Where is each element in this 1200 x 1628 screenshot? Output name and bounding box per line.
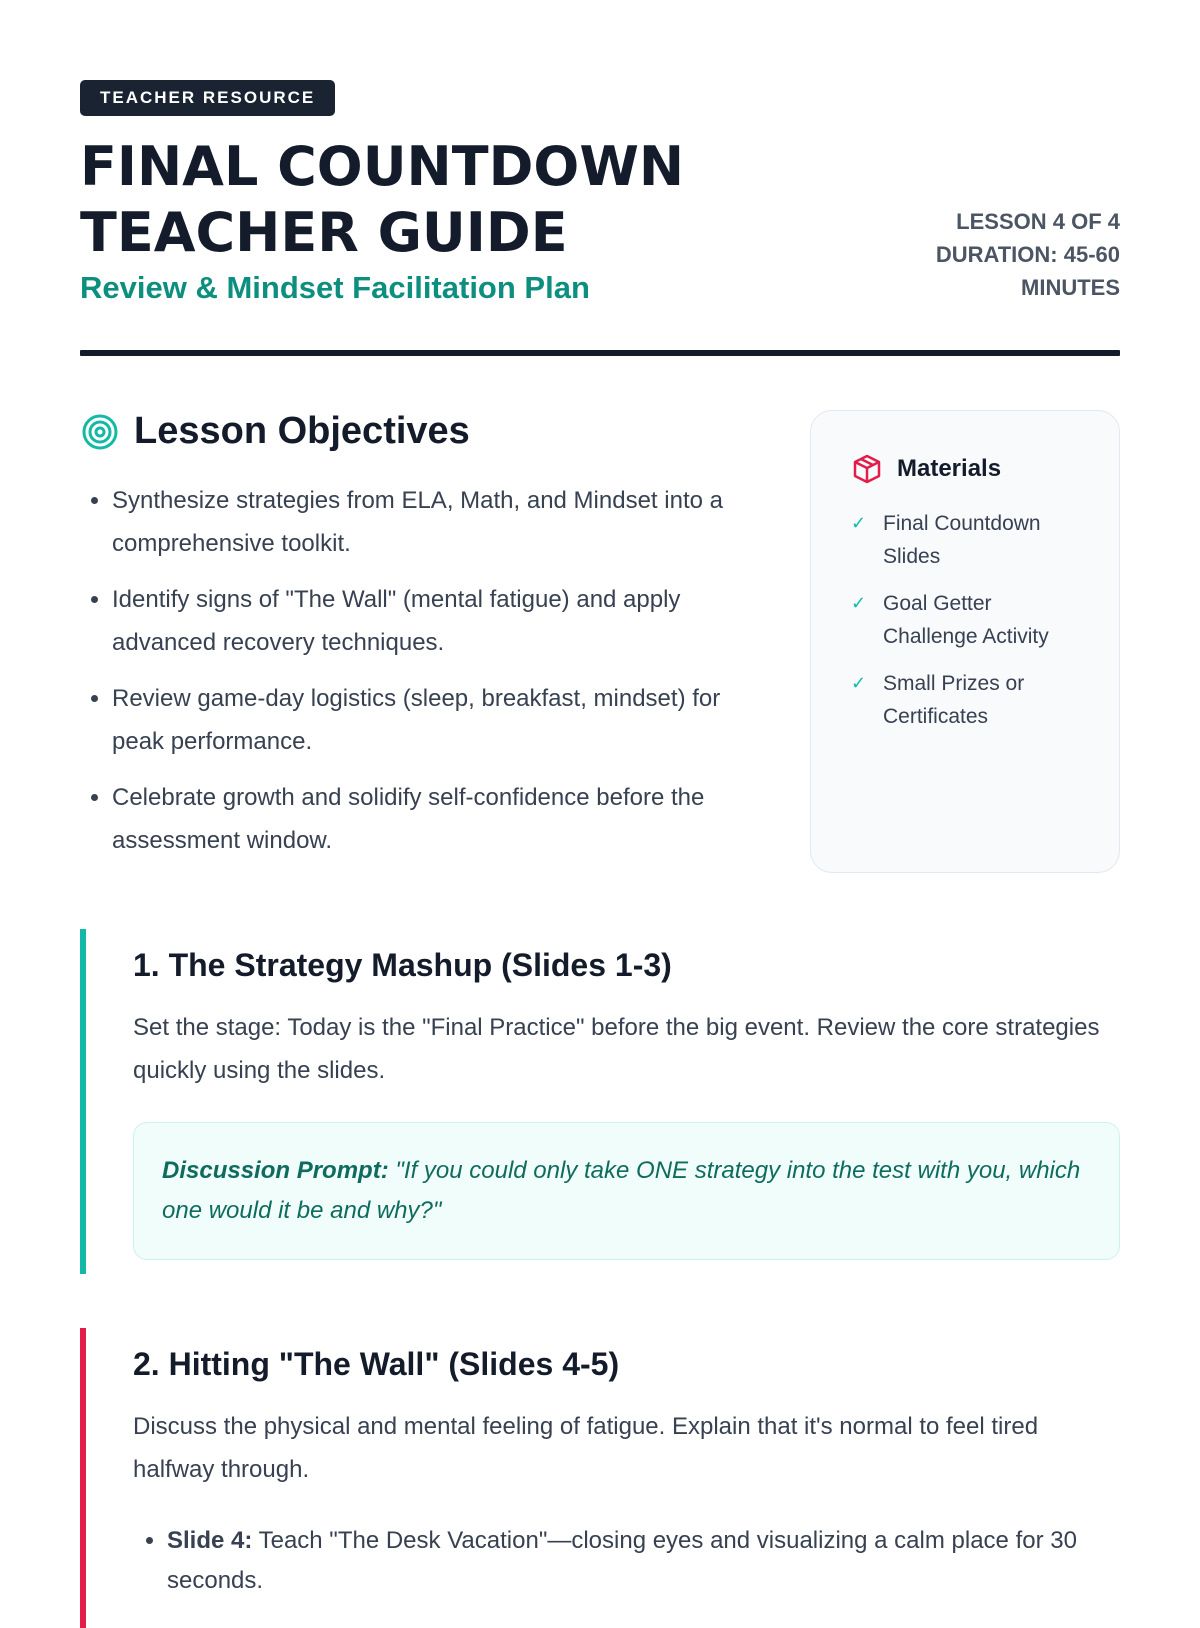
material-item [851,667,1089,733]
materials-card [810,410,1120,873]
check-icon: ✓ [851,513,867,533]
materials-title: Materials [897,455,1002,482]
step-body: Discuss the physical and mental feeling of fatigue. Explain that it's normal to feel tired halfway through. [133,1413,1039,1483]
slide-item [167,1521,1120,1601]
material-label: Goal Getter Challenge Activity [883,592,1049,648]
check-icon: ✓ [851,673,867,693]
step-strategy-mashup [80,929,1120,1274]
title-line-2: TEACHER GUIDE [80,201,568,264]
page-title [80,134,684,266]
title-line-1: FINAL COUNTDOWN [80,135,685,198]
lesson-duration-unit: MINUTES [1021,275,1120,300]
material-item [851,587,1089,653]
lesson-number: LESSON 4 OF 4 [956,209,1120,234]
objectives-heading [80,410,740,453]
step-title: 2. Hitting "The Wall" (Slides 4-5) [133,1346,620,1382]
page-subtitle: Review & Mindset Facilitation Plan [80,270,590,305]
step-hitting-the-wall [80,1328,1120,1628]
prompt-text: "If you could only take ONE strategy into the test with you, which one would it be and why?" [162,1157,1081,1224]
objective-item: • Synthesize strategies from ELA, Math, and Mindset into a comprehensive toolkit. [112,479,740,565]
material-label: Final Countdown Slides [883,512,1041,568]
objectives-section [80,410,740,875]
step-body: Set the stage: Today is the "Final Practice" before the big event. Review the core strategies quickly using the slides. [133,1014,1100,1084]
materials-list [851,507,1089,733]
material-label: Small Prizes or Certificates [883,672,1025,728]
lesson-meta [900,205,1120,304]
material-item [851,507,1089,573]
objective-item: • Identify signs of "The Wall" (mental fatigue) and apply advanced recovery techniques. [112,578,740,664]
target-icon [80,412,120,452]
teacher-resource-badge: TEACHER RESOURCE [80,80,335,116]
materials-heading [851,453,1089,485]
objectives-list [80,479,740,862]
slide-label: Slide 4: [167,1527,253,1554]
prompt-label: Discussion Prompt: [162,1157,389,1184]
slide-text: Teach "The Desk Vacation"—closing eyes and visualizing a calm place for 30 seconds. [167,1527,1077,1594]
slide-list [133,1521,1120,1601]
discussion-prompt [133,1122,1120,1260]
objective-item: • Celebrate growth and solidify self-confidence before the assessment window. [112,776,740,862]
check-icon: ✓ [851,593,867,613]
header-divider [80,350,1120,356]
objectives-title: Lesson Objectives [134,410,470,452]
title-block [80,134,684,306]
box-icon [851,453,883,485]
objectives-row [80,410,1120,875]
objective-item: • Review game-day logistics (sleep, breakfast, mindset) for peak performance. [112,677,740,763]
header [80,134,1120,306]
lesson-duration: DURATION: 45-60 [935,242,1120,267]
step-title: 1. The Strategy Mashup (Slides 1-3) [133,947,672,983]
